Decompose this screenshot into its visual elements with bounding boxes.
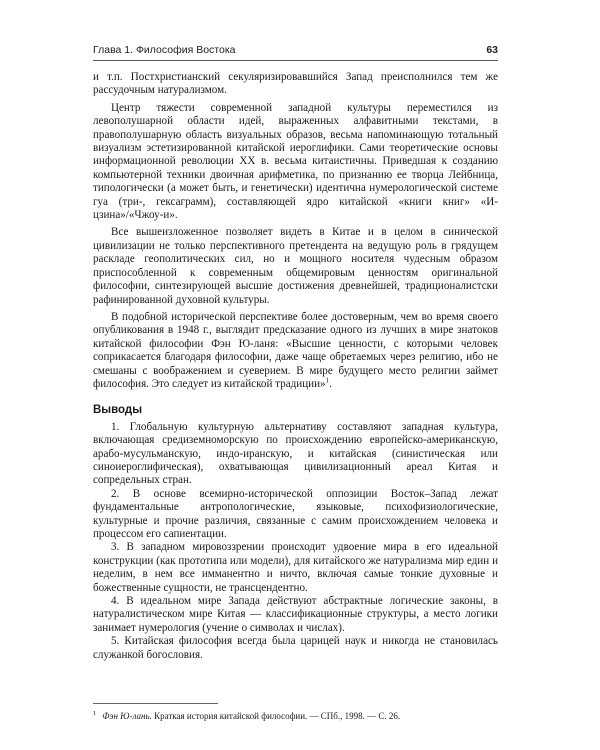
paragraph: Все вышеизложенное позволяет видеть в Китае и в целом в синической цивилизации не только перспективного претендента на ведущую роль в грядущем раскладе геополитических сил, но и мощного носителя чудесным образом приспособленной к современным общемировым ценностям оригинальной философии, синтезирующей высшие достижения древнейшей, традиционалистски рафинированной духовной культуры. bbox=[93, 226, 498, 306]
footnote-text: Краткая история китайской философии. — СПб., 1998. — С. 26. bbox=[151, 711, 401, 721]
page-number: 63 bbox=[486, 44, 498, 56]
footnote-rule bbox=[93, 703, 218, 704]
header-rule bbox=[93, 60, 498, 61]
conclusion-item: 1. Глобальную культурную альтернативу составляют западная культура, включающая средиземноморскую по происхождению европейско-американскую, арабо-мусульманскую, индо-иранскую, и китайская (синистическая или синоиероглифическая), охватывающая цивилизационный ареал Китая и сопредельных стран. bbox=[93, 420, 498, 487]
running-header bbox=[93, 44, 498, 60]
footnote bbox=[93, 708, 498, 722]
paragraph: Центр тяжести современной западной культуры переместился из левополушарной области идей, выраженных алфавитными текстами, в правополушарную область визуальных образов, весьма напоминающую тотальный визуализм эстетизированной китайской иероглифики. Сами теоретические основы информационной революции XX в. весьма китаистичны. Приведшая к созданию компьютерной техники двоичная арифметика, по признанию ее творца Лейбница, типологически (а может быть, и генетически) идентична нумерологической системе гуа (три-, гексаграмм), составляющей ядро китайской «книги книг» «И-цзина»/«Чжоу-и». bbox=[93, 101, 498, 222]
footnote-mark: 1 bbox=[93, 710, 97, 717]
conclusion-item: 2. В основе всемирно-исторической оппозиции Восток–Запад лежат фундаментальные антропологические, языковые, психофизиологические, культурные и прочие различия, связанные с самим происхождением человека и процессом его сапиентации. bbox=[93, 487, 498, 540]
paragraph-text: В подобной исторической перспективе более достоверным, чем во время своего опубликования в 1948 г., выглядит предсказание одного из лучших в мире знатоков китайской философии Фэн Ю-ланя: «Высшие ценности, с которыми человек соприкасается благодаря философии, даже чаще обретаемых через религию, ибо не смешаны с воображением и суеверием. В мире будущего место религии займет философия. Это следует из китайской традиции» bbox=[93, 310, 498, 390]
paragraph-with-footnote: В подобной исторической перспективе более достоверным, чем во время своего опубликования в 1948 г., выглядит предсказание одного из лучших в мире знатоков китайской философии Фэн Ю-ланя: «Высшие ценности, с которыми человек соприкасается благодаря философии, даже чаще обретаемых через религию, ибо не смешаны с воображением и суеверием. В мире будущего место религии займет философия. Это следует из китайской традиции»$^1$. bbox=[93, 310, 498, 390]
section-title: Выводы bbox=[93, 404, 143, 417]
main-text bbox=[93, 71, 498, 662]
chapter-title: Глава 1. Философия Востока bbox=[93, 44, 236, 56]
footnote-author: Фэн Ю-лань. bbox=[102, 711, 152, 721]
footnote-reference[interactable]: 1 bbox=[325, 376, 330, 385]
conclusion-item: 5. Китайская философия всегда была царицей наук и никогда не становилась служанкой богословия. bbox=[93, 635, 498, 661]
paragraph: и т.п. Постхристианский секуляризировавшийся Запад преисполнился тем же рассудочным натурализмом. bbox=[93, 71, 498, 97]
conclusion-item: 4. В идеальном мире Запада действуют абстрактные логические законы, в натуралистическом мире Китая — классификационные структуры, а место логики занимает нумерология (учение о символах и числах). bbox=[93, 595, 498, 634]
conclusion-item: 3. В западном мировоззрении происходит удвоение мира в его идеальной конструкции (как прототипа или модели), для китайского же натурализма мир един и неделим, в нем все имманентно и ничто, включая самые тонкие духовные и божественные сущности, не трансцендентно. bbox=[93, 541, 498, 594]
